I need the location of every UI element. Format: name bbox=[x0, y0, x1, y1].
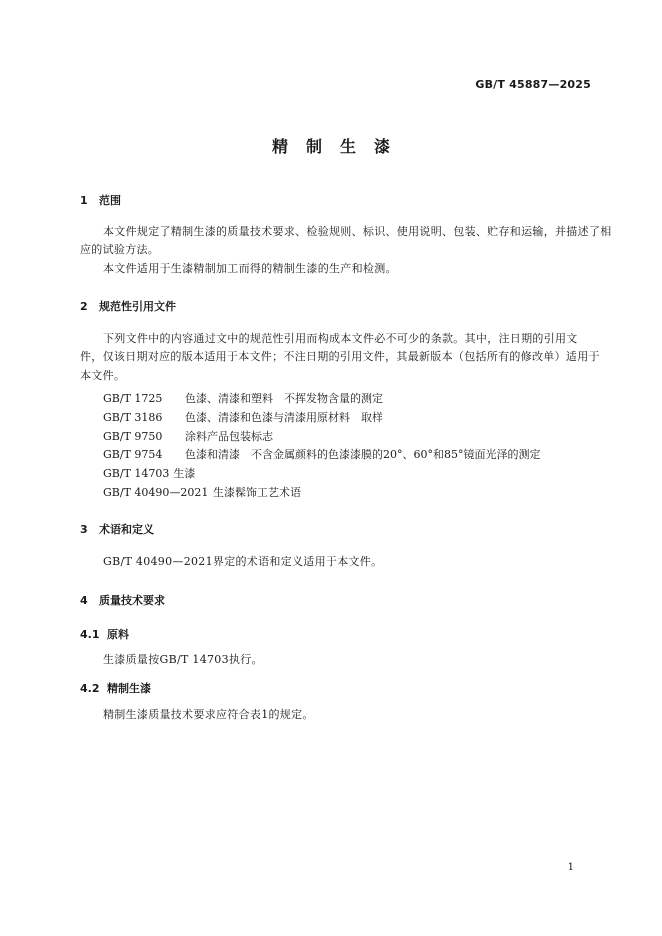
reference-title: 涂料产品包装标志 bbox=[185, 430, 273, 443]
section-number: 4 bbox=[80, 594, 88, 607]
section-3-heading bbox=[80, 521, 154, 537]
document-title: 精制生漆 bbox=[271, 137, 408, 156]
section-title: 精制生漆 bbox=[107, 682, 151, 695]
reference-item bbox=[103, 465, 195, 481]
reference-item bbox=[103, 409, 383, 425]
reference-code: GB/T 14703 bbox=[103, 467, 170, 480]
reference-code: GB/T 9754 bbox=[103, 448, 163, 461]
reference-code: GB/T 3186 bbox=[103, 411, 163, 424]
section-2-paragraph-1c: 本文件。 bbox=[80, 369, 126, 382]
reference-title: 生漆 bbox=[173, 467, 196, 480]
section-4-heading bbox=[80, 592, 165, 608]
section-2-paragraph-1a: 下列文件中的内容通过文中的规范性引用而构成本文件必不可少的条款。其中，注日期的引用文 bbox=[103, 332, 578, 345]
reference-title: 色漆、清漆和塑料 不挥发物含量的测定 bbox=[185, 392, 383, 405]
subsection-4-1-heading bbox=[80, 626, 129, 642]
section-1-paragraph-2: 本文件适用于生漆精制加工而得的精制生漆的生产和检测。 bbox=[103, 262, 397, 275]
section-title: 术语和定义 bbox=[99, 523, 154, 536]
section-3-paragraph-1: GB/T 40490—2021界定的术语和定义适用于本文件。 bbox=[103, 555, 383, 568]
section-1-paragraph-1b: 应的试验方法。 bbox=[80, 243, 160, 256]
section-1-heading bbox=[80, 192, 121, 208]
standard-code: GB/T 45887—2025 bbox=[475, 78, 591, 91]
subsection-4-2-heading bbox=[80, 680, 151, 696]
section-2-heading bbox=[80, 298, 176, 314]
reference-item bbox=[103, 484, 301, 500]
section-title: 质量技术要求 bbox=[99, 594, 165, 607]
section-2-paragraph-1b: 件，仅该日期对应的版本适用于本文件；不注日期的引用文件，其最新版本（包括所有的修改单）适用于 bbox=[80, 350, 600, 363]
reference-title: 色漆、清漆和色漆与清漆用原材料 取样 bbox=[185, 411, 383, 424]
section-number: 4.2 bbox=[80, 682, 100, 695]
section-title: 范围 bbox=[99, 194, 121, 207]
reference-item bbox=[103, 390, 383, 406]
reference-code: GB/T 1725 bbox=[103, 392, 163, 405]
reference-item bbox=[103, 428, 273, 444]
reference-code: GB/T 9750 bbox=[103, 430, 163, 443]
reference-title: 色漆和清漆 不含金属颜料的色漆漆膜的20°、60°和85°镜面光泽的测定 bbox=[185, 448, 541, 461]
page-number: 1 bbox=[567, 862, 574, 873]
section-number: 4.1 bbox=[80, 628, 100, 641]
subsection-4-1-paragraph: 生漆质量按GB/T 14703执行。 bbox=[103, 653, 263, 666]
section-number: 1 bbox=[80, 194, 88, 207]
section-title: 规范性引用文件 bbox=[99, 300, 176, 313]
reference-item bbox=[103, 446, 541, 462]
section-number: 3 bbox=[80, 523, 88, 536]
section-1-paragraph-1a: 本文件规定了精制生漆的质量技术要求、检验规则、标识、使用说明、包装、贮存和运输，并描述了相 bbox=[103, 225, 612, 238]
section-number: 2 bbox=[80, 300, 88, 313]
reference-code: GB/T 40490—2021 bbox=[103, 486, 209, 499]
section-title: 原料 bbox=[107, 628, 129, 641]
reference-title: 生漆髹饰工艺术语 bbox=[213, 486, 301, 499]
subsection-4-2-paragraph: 精制生漆质量技术要求应符合表1的规定。 bbox=[103, 708, 314, 721]
